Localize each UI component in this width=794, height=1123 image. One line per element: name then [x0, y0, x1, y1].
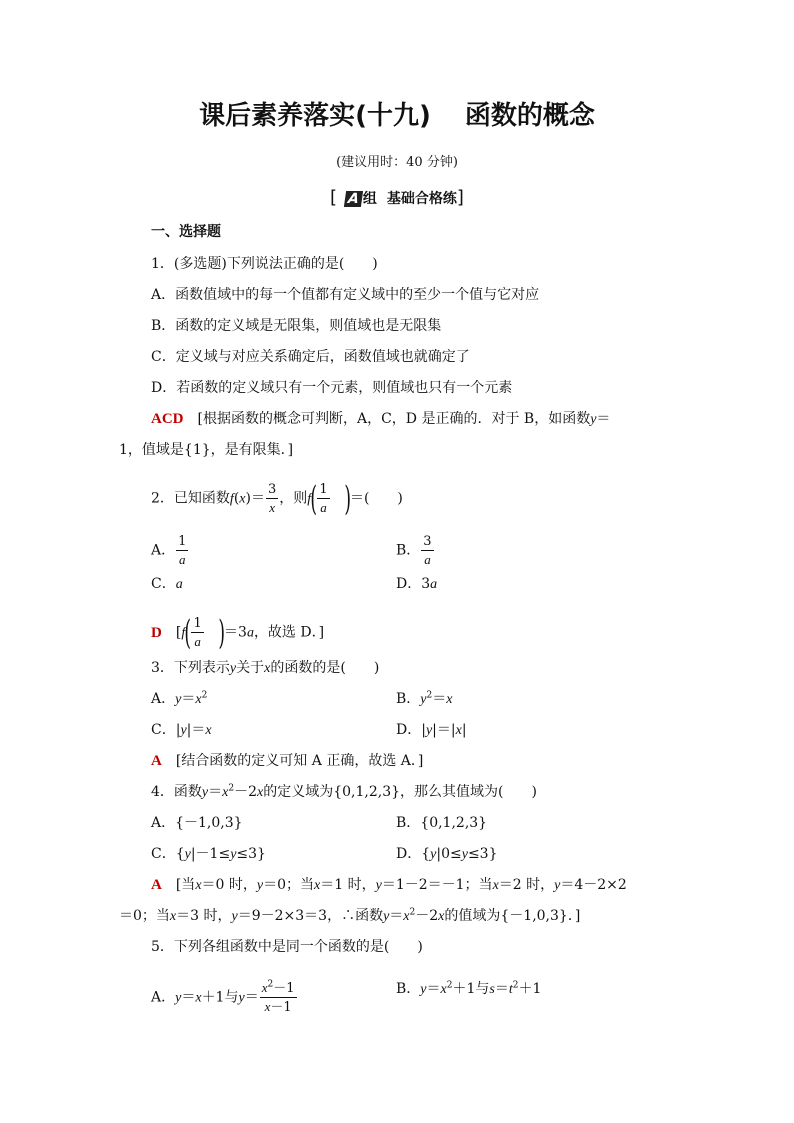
suggested-time: (建议用时：40 分钟): [336, 155, 458, 170]
q4-stem: 4．函数$y=x^2-2x$的定义域为{0,1,2,3}，那么其值域为( ): [151, 783, 537, 800]
q2-option-d: D．3a: [396, 576, 438, 592]
group-heading: [0, 187, 794, 210]
q1-explanation-cont: 1，值域是{1}，是有限集．]: [119, 442, 294, 458]
q4-option-d: D．{y|0≤y≤3}: [396, 846, 498, 862]
q1-option-d: D．若函数的定义域只有一个元素，则值域也只有一个元素: [151, 380, 513, 396]
q1-option-a: A．函数值域中的每一个值都有定义域中的至少一个值与它对应: [151, 287, 540, 303]
q1-stem: 1．(多选题)下列说法正确的是( ): [151, 256, 378, 272]
group-title: 基础合格练: [386, 191, 457, 207]
q5-option-b: B．$y=x^2+1$与$s=t^2+1$: [396, 980, 542, 997]
q4-option-a: A．{－1,0,3}: [151, 815, 243, 831]
q3-option-a: A．$y=x^2$: [151, 690, 208, 707]
q2-option-b: B． $\frac{3}{a}$: [396, 534, 432, 567]
q2-stem: 2．已知函数f(x)＝ $\frac{3}{x}$ ，则f( $\frac{1}{a}$ )＝( ): [151, 478, 403, 519]
q1-answer: ACD: [151, 411, 184, 427]
group-open-bracket: [: [330, 187, 338, 208]
fraction: $\frac{1}{a}$: [193, 616, 202, 649]
title-topic: 函数的概念: [464, 101, 595, 131]
group-close-bracket: ]: [456, 187, 464, 208]
q3-option-c: C．|y|＝x: [151, 722, 212, 738]
q1-answer-line: ACD [根据函数的概念可判断，A，C，D 是正确的．对于 B，如函数y＝: [151, 411, 611, 427]
q2-answer-line: D [f( $\frac{1}{a}$ )＝3a，故选 D．]: [151, 612, 325, 653]
q4-option-b: B．{0,1,2,3}: [396, 815, 488, 831]
page-title: [0, 96, 794, 136]
q2-answer: D: [151, 624, 162, 641]
q2-option-c: C．a: [151, 576, 183, 592]
section-heading: 一、选择题: [151, 224, 221, 240]
q3-option-b: B．$y^2=x$: [396, 690, 453, 707]
fraction: $\frac{3}{a}$: [423, 534, 432, 567]
q2-option-a: A． $\frac{1}{a}$: [151, 534, 187, 567]
q3-answer-line: A [结合函数的定义可知 A 正确，故选 A．]: [151, 753, 424, 769]
fraction: $\frac{1}{a}$: [178, 534, 187, 567]
q5-option-a: A．y＝x＋1与y＝ $\frac{x^2-1}{x-1}$: [151, 979, 295, 1015]
q3-stem: 3．下列表示y关于x的函数的是( ): [151, 660, 380, 676]
q5-stem: 5．下列各组函数中是同一个函数的是( ): [151, 939, 423, 955]
title-main: 课后素养落实(十九): [199, 101, 431, 131]
q4-answer: A: [151, 877, 162, 893]
q3-answer: A: [151, 753, 162, 769]
q1-option-c: C．定义域与对应关系确定后，函数值域也就确定了: [151, 349, 470, 365]
fraction: $\frac{3}{x}$: [267, 482, 277, 515]
q4-option-c: C．{y|－1≤y≤3}: [151, 846, 266, 862]
fraction: $\frac{1}{a}$: [319, 482, 328, 515]
q1-option-b: B．函数的定义域是无限集，则值域也是无限集: [151, 318, 442, 334]
group-suffix: 组: [362, 191, 377, 207]
q3-option-d: D．|y|＝|x|: [396, 722, 467, 738]
fraction: $\frac{x^2-1}{x-1}$: [261, 979, 295, 1015]
q4-answer-line: A [当x＝0 时，y＝0；当x＝1 时，y＝1－2＝－1；当x＝2 时，y＝4－2×2: [151, 877, 627, 893]
q4-explanation-cont: ＝0；当x＝3 时，y＝9－2×3＝3，∴函数$y=x^2-2x$的值域为{－1,0,3}．]: [119, 907, 581, 924]
group-badge: A: [344, 191, 363, 207]
